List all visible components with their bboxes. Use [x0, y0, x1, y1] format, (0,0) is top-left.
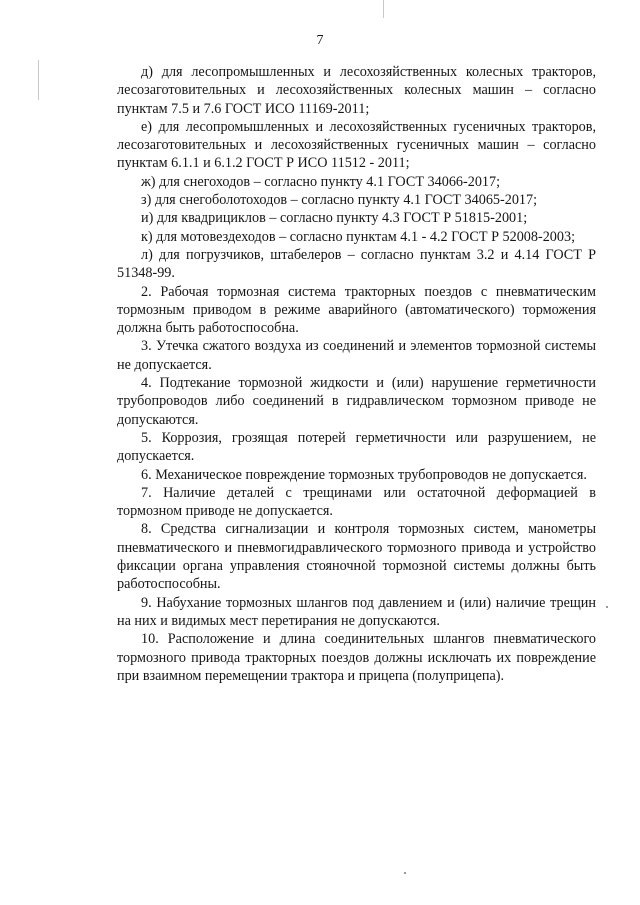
- list-item-k: к) для мотовездеходов – согласно пунктам 4.1 - 4.2 ГОСТ Р 52008-2003;: [141, 228, 576, 245]
- clause-7: 7. Наличие деталей с трещинами или остаточной деформацией в тормозном приводе не допускается.: [117, 484, 596, 520]
- clause-8: 8. Средства сигнализации и контроля тормозных систем, манометры пневматического и пневмогидравлического тормозного привода и устройство фиксации органа управления стояночной тормозной системы должны быть работоспособны.: [117, 521, 596, 593]
- list-item-i: и) для квадрициклов – согласно пункту 4.3 ГОСТ Р 51815-2001;: [141, 210, 528, 227]
- list-item-z: з) для снегоболотоходов – согласно пункту 4.1 ГОСТ 34065-2017;: [141, 192, 538, 209]
- list-item-e: е) для лесопромышленных и лесохозяйственных гусеничных тракторов, лесозаготовительных и лесохозяйственных гусеничных машин – согласно пунктам 6.1.1 и 6.1.2 ГОСТ Р ИСО 11512 - 2011;: [117, 118, 596, 172]
- scan-artifact-dot-right: [606, 606, 608, 608]
- list-item-d: д) для лесопромышленных и лесохозяйственных колесных тракторов, лесозаготовительных и лесохозяйственных колесных машин – согласно пунктам 7.5 и 7.6 ГОСТ ИСО 11169-2011;: [117, 64, 596, 117]
- clause-2: 2. Рабочая тормозная система тракторных поездов с пневматическим тормозным приводом в режиме аварийного (автоматического) торможения должна быть работоспособна.: [117, 283, 596, 337]
- scan-artifact-left: [38, 60, 39, 100]
- list-item-zh: ж) для снегоходов – согласно пункту 4.1 ГОСТ 34066-2017;: [141, 173, 501, 190]
- document-body: [117, 63, 596, 685]
- clause-6: 6. Механическое повреждение тормозных трубопроводов не допускается.: [141, 466, 587, 483]
- clause-4: 4. Подтекание тормозной жидкости и (или) нарушение герметичности трубопроводов либо соединений в гидравлическом тормозном приводе не допускаются.: [117, 375, 596, 428]
- scan-artifact-dot-bottom: [404, 872, 406, 874]
- page-number: 7: [316, 33, 324, 48]
- clause-10: 10. Расположение и длина соединительных шлангов пневматического тормозного привода тракторных поездов должны исключать их повреждение при взаимном перемещении трактора и прицепа (полуприцепа).: [117, 631, 596, 684]
- list-item-l: л) для погрузчиков, штабелеров – согласно пунктам 3.2 и 4.14 ГОСТ Р 51348-99.: [117, 246, 596, 282]
- scan-artifact-top: [383, 0, 384, 18]
- clause-3: 3. Утечка сжатого воздуха из соединений и элементов тормозной системы не допускается.: [117, 338, 596, 373]
- clause-5: 5. Коррозия, грозящая потерей герметичности или разрушением, не допускается.: [117, 429, 596, 465]
- clause-9: 9. Набухание тормозных шлангов под давлением и (или) наличие трещин на них и видимых мест перетирания не допускаются.: [117, 594, 596, 629]
